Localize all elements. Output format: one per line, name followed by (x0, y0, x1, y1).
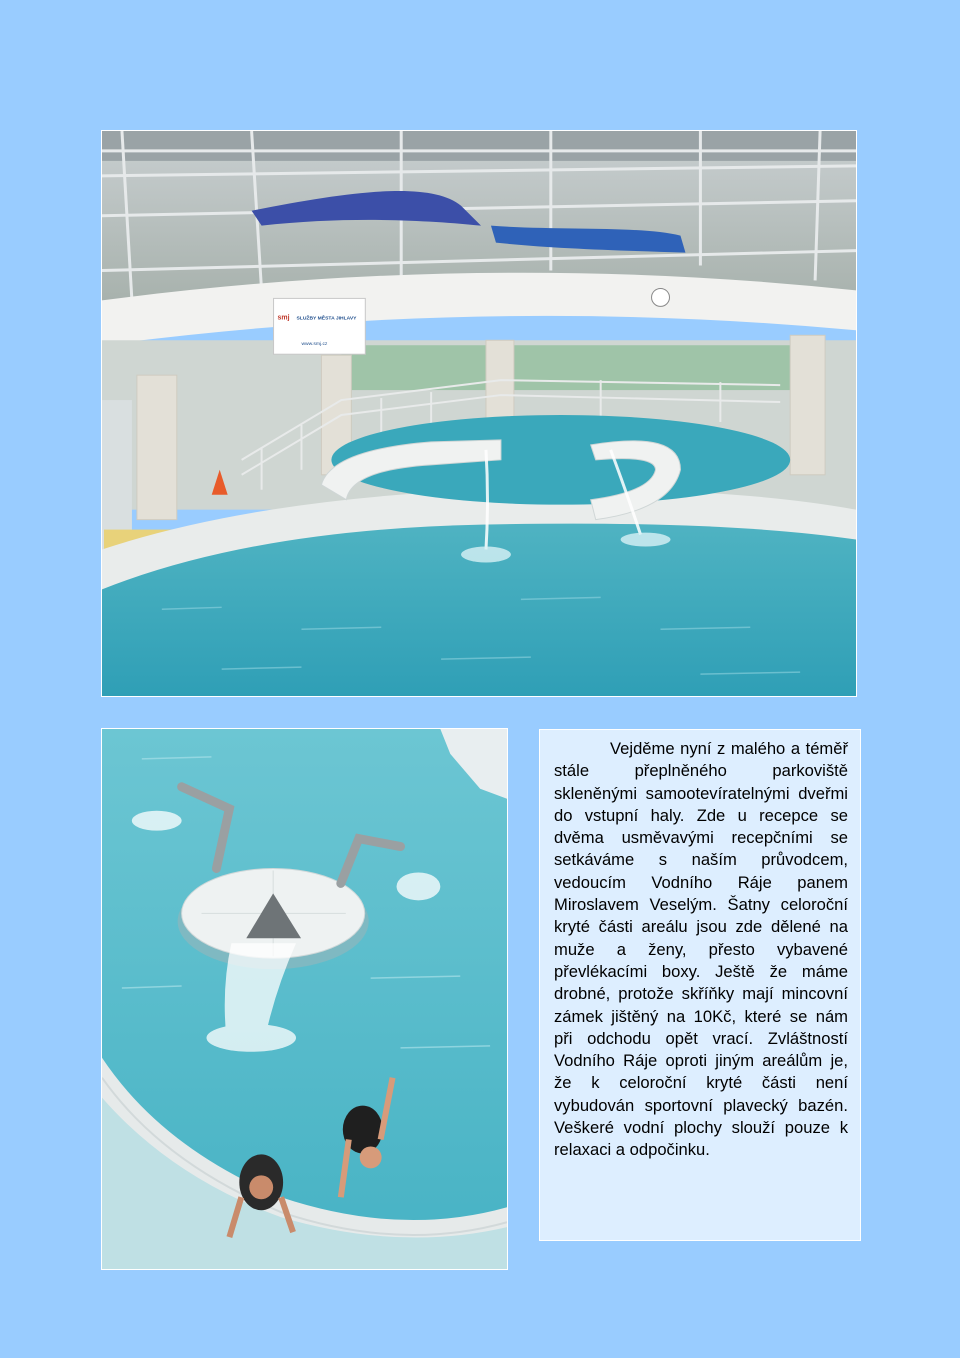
banner-title: SLUŽBY MĚSTA JIHLAVY (296, 315, 357, 322)
article-paragraph: Vejděme nyní z malého a téměř stále přeplněného parkoviště skleněnými samootevíratelnými dveřmi do vstupní haly. Zde u recepce se dvěma usměvavými recepčními se setkáváme s naším průvodcem, vedoucím Vodního Ráje panem Miroslavem Veselým. Šatny celoroční kryté části areálu jsou zde dělené na muže a ženy, přesto vybavené převlékacími boxy. Ještě že máme drobné, protože skříňky mají mincovní zámek jištěný na 10Kč, které se nám při odchodu opět vrací. Zvláštností Vodního Ráje oproti jiným areálům je, že k celoroční kryté části není vybudován sportovní plavecký bazén. Veškeré vodní plochy slouží pouze k relaxaci a odpočinku. (554, 739, 848, 1160)
clock-icon (652, 288, 670, 306)
pool-hall-photo (101, 130, 857, 697)
article-text-box (539, 729, 861, 1241)
swimmers-illustration (102, 729, 507, 1269)
swimmers-photo (101, 728, 508, 1270)
banner-url: www.smj.cz (301, 341, 328, 348)
pool-hall-illustration (102, 131, 856, 696)
banner-logo: smj (277, 314, 290, 322)
